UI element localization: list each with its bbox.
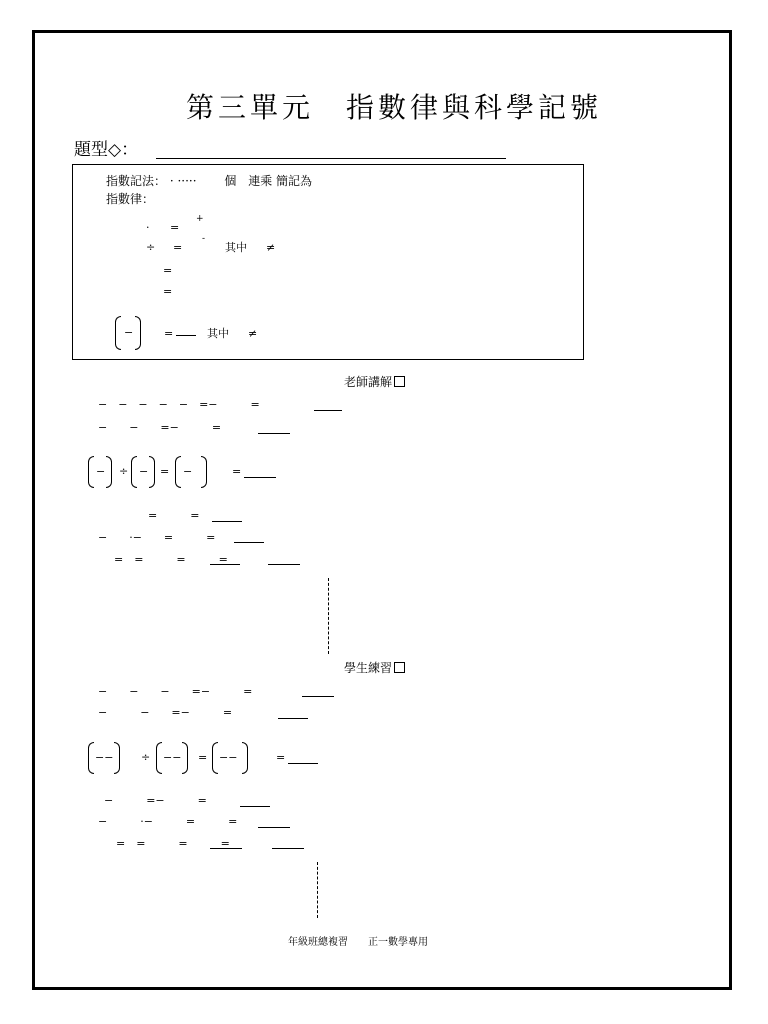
student-q1-blank [302,696,334,697]
type-label-text: 題型◇： [74,140,139,160]
exponent-law-label: 指數律： [106,192,155,206]
rule5-eq: = [164,327,174,340]
rule2-tail: 其中 [225,241,247,254]
teacher-q3-eq2: = [232,465,242,478]
student-q6-blank2 [272,848,304,849]
student-q5-blank [258,827,290,828]
rule2-eq: = [173,241,183,254]
rule1-eq: = [170,221,180,234]
student-q3-paren3-r [242,742,248,774]
rule5-neq: ≠ [248,327,258,340]
rule2-minus: - [202,234,206,244]
student-q5: − ·− = = [98,815,238,828]
student-label-text: 學生練習 [344,661,393,675]
teacher-q6-blank1 [210,564,240,565]
teacher-q3-frac2: − [139,465,149,478]
teacher-q3-frac1: − [96,465,106,478]
rule1-op: · [146,221,150,234]
teacher-q2: − − =− = [98,421,222,434]
type-label [74,142,138,159]
student-q3-eq: = [198,751,208,764]
student-q2-blank [278,718,308,719]
student-q3-frac2: −− [163,751,182,764]
student-q3-div: ÷ [141,751,151,764]
student-checkbox[interactable] [394,662,405,673]
student-q4-blank [240,806,270,807]
student-q4: − =− = [104,794,207,807]
student-q6: = = = = [116,837,230,850]
rule1-plus: + [196,214,204,224]
rule5-left-paren [115,316,121,350]
notation-line [106,175,312,187]
rule2-neq: ≠ [266,241,276,254]
teacher-q3-blank [244,477,276,478]
teacher-q6: = = = = [114,553,228,566]
footer-text: 年級班總複習 正一數學專用 [288,937,428,948]
teacher-q3-paren1-r [106,456,112,488]
notation-dots: · ····· [169,174,197,188]
teacher-q1: − − − − − =− = [98,398,260,411]
rule3-eq: = [163,264,173,277]
notation-label: 指數記法： [106,174,167,188]
type-blank [156,158,506,159]
notation-tail: 連乘 簡記為 [248,174,313,188]
teacher-q3-paren3-l [175,456,181,488]
teacher-label-text: 老師講解 [344,375,393,389]
student-q3-paren2-l [156,742,162,774]
teacher-q5: − ·− = = [98,531,216,544]
student-q3-paren1-r [114,742,120,774]
student-q6-blank1 [210,848,242,849]
rule5-tail: 其中 [207,327,229,340]
student-q3-paren2-r [182,742,188,774]
student-q3-paren3-l [212,742,218,774]
rule2-op: ÷ [146,241,156,254]
rule5-frac: − [124,326,134,339]
teacher-q3-paren1-l [88,456,94,488]
teacher-checkbox[interactable] [394,376,405,387]
teacher-q5-blank [234,542,264,543]
teacher-q3-paren2-l [131,456,137,488]
page-title: 第三單元 指數律與科學記號 [186,91,603,124]
teacher-label [344,376,405,388]
teacher-q3-div: ÷ [119,465,129,478]
student-q3-eq2: = [276,751,286,764]
teacher-q1-blank [314,410,342,411]
student-label [344,662,405,674]
rule5-fracbar [176,335,196,336]
teacher-q3-paren3-r [201,456,207,488]
student-q3-paren1-l [88,742,94,774]
teacher-q4: = = [148,509,200,522]
student-q3-frac1: −− [95,751,114,764]
rule5-right-paren [135,316,141,350]
notation-ge: 個 [224,174,237,188]
student-q3-frac3: −− [219,751,238,764]
student-dashed-divider [317,862,318,918]
rule4-eq: = [163,285,173,298]
teacher-q3-paren2-r [149,456,155,488]
teacher-q2-blank [258,433,290,434]
student-q3-blank [288,763,318,764]
student-q1: − − − =− = [98,685,253,698]
teacher-q3-frac3: − [183,465,193,478]
teacher-q4-blank [212,521,242,522]
teacher-dashed-divider [328,578,329,654]
student-q2: − − =− = [98,706,233,719]
teacher-q3-eq: = [160,465,170,478]
teacher-q6-blank2 [268,564,300,565]
